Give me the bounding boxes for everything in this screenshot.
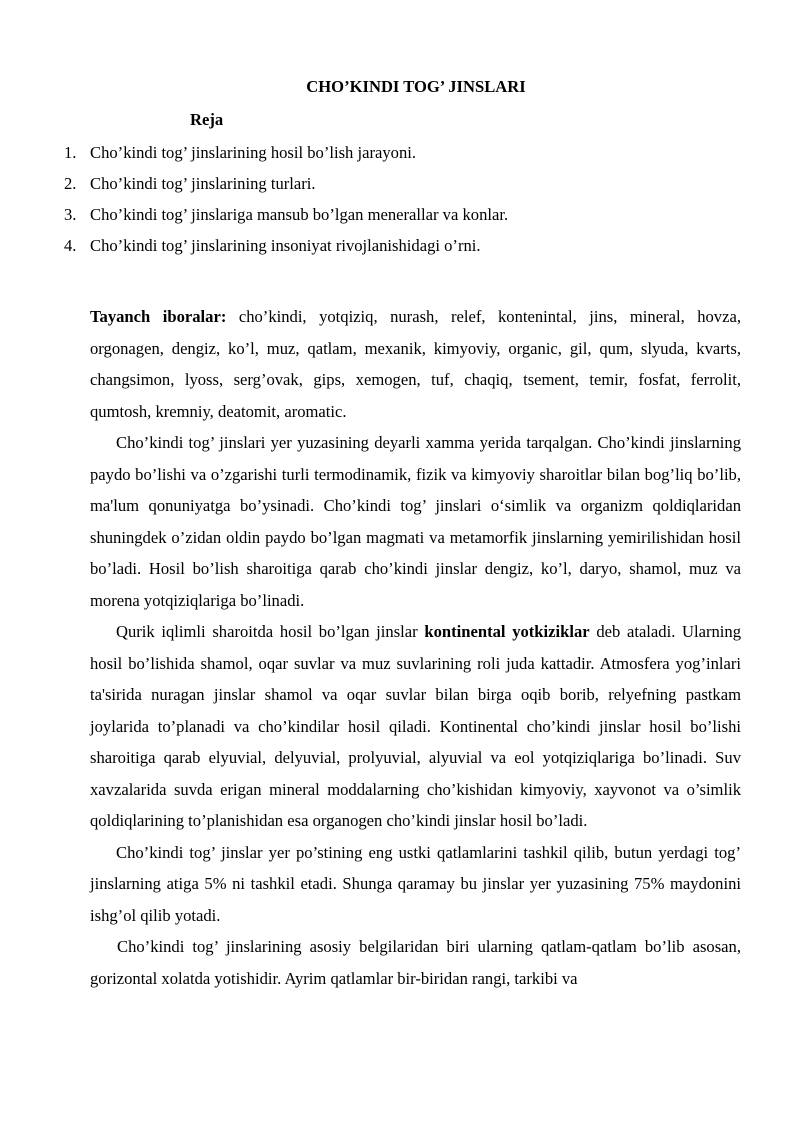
document-body bbox=[90, 301, 741, 994]
paragraph-3: Cho’kindi tog’ jinslar yer po’stining eng ustki qatlamlarini tashkil qilib, butun yerdagi tog’ jinslarning atiga 5% ni tashkil etadi. Shunga qaramay bu jinslar yer yuzasining 75% maydonini ishg’ol qilib yotadi. bbox=[90, 842, 741, 925]
paragraph-2-end: deb ataladi. Ularning hosil bo’lishida shamol, oqar suvlar va muz suvlarining roli juda kattadir. Atmosfera yog’inlari ta'sirida nuragan jinslar shamol va oqar suvlar bilan birga oqib borib, relyefning pastkam joylarida to’planadi va cho’kindilar hosil qiladi. Kontinental cho’kindi jinslar hosil bo’lishi sharoitiga qarab elyuvial, delyuvial, prolyuvial, alyuvial va eol yotqiziqlariga bo’linadi. Suv xavzalarida suvda erigan mineral moddalarning cho’kishidan kimyoviy, xayvonot va o’simlik qoldiqlarining to’planishidan esa organogen cho’kindi jinslar hosil bo’ladi. bbox=[90, 622, 742, 830]
plan-heading: Reja bbox=[190, 110, 224, 129]
plan-item-number: 2. bbox=[64, 174, 77, 193]
paragraph-2-bold-term: kontinental yotkiziklar bbox=[424, 622, 590, 641]
plan-item-number: 3. bbox=[64, 205, 77, 224]
keywords-label: Tayanch iboralar: bbox=[90, 307, 227, 326]
paragraph-4: Cho’kindi tog’ jinslarining asosiy belgilaridan biri ularning qatlam-qatlam bo’lib asosan, gorizontal xolatda yotishidir. Ayrim qatlamlar bir-biridan rangi, tarkibi va bbox=[90, 937, 741, 988]
plan-item-text: Cho’kindi tog’ jinslarining hosil bo’lish jarayoni. bbox=[90, 143, 417, 162]
plan-item-text: Cho’kindi tog’ jinslarining turlari. bbox=[90, 174, 316, 193]
plan-item-number: 4. bbox=[64, 236, 77, 255]
keywords-paragraph bbox=[90, 301, 741, 427]
plan-item-text: Cho’kindi tog’ jinslariga mansub bo’lgan menerallar va konlar. bbox=[90, 205, 509, 224]
paragraph-2-start: Qurik iqlimli sharoitda hosil bo’lgan jinslar bbox=[116, 622, 425, 641]
plan-item-text: Cho’kindi tog’ jinslarining insoniyat rivojlanishidagi o’rni. bbox=[90, 236, 481, 255]
keywords-text: cho’kindi, yotqiziq, nurash, relef, kontenintal, jins, mineral, hovza, orgonagen, dengiz, ko’l, muz, qatlam, mexanik, kimyoviy, organic, gil, qum, slyuda, kvarts, changsimon, lyoss, serg’ovak, gips, xemogen, tuf, chaqiq, tsement, temir, fosfat, ferrolit, qumtosh, kremniy, deatomit, aromatic. bbox=[90, 307, 741, 421]
plan-item-number: 1. bbox=[64, 143, 77, 162]
paragraph-1: Cho’kindi tog’ jinslari yer yuzasining deyarli xamma yerida tarqalgan. Cho’kindi jinslarning paydo bo’lishi va o’zgarishi turli termodinamik, fizik va kimyoviy sharoitlar bilan bog’liq bo’lib, ma'lum qonuniyatga bo’ysinadi. Cho’kindi tog’ jinslari o‘simlik va organizm qoldiqlaridan shuningdek o’zidan oldin paydo bo’lgan magmati va metamorfik jinslarning yemirilishidan hosil bo’ladi. Hosil bo’lish sharoitiga qarab cho’kindi jinslar dengiz, ko’l, daryo, shamol, muz va morena yotqiziqlariga bo’linadi. bbox=[90, 433, 741, 610]
document-title: CHO’KINDI TOG’ JINSLARI bbox=[306, 77, 526, 96]
paragraph-2 bbox=[90, 616, 741, 837]
